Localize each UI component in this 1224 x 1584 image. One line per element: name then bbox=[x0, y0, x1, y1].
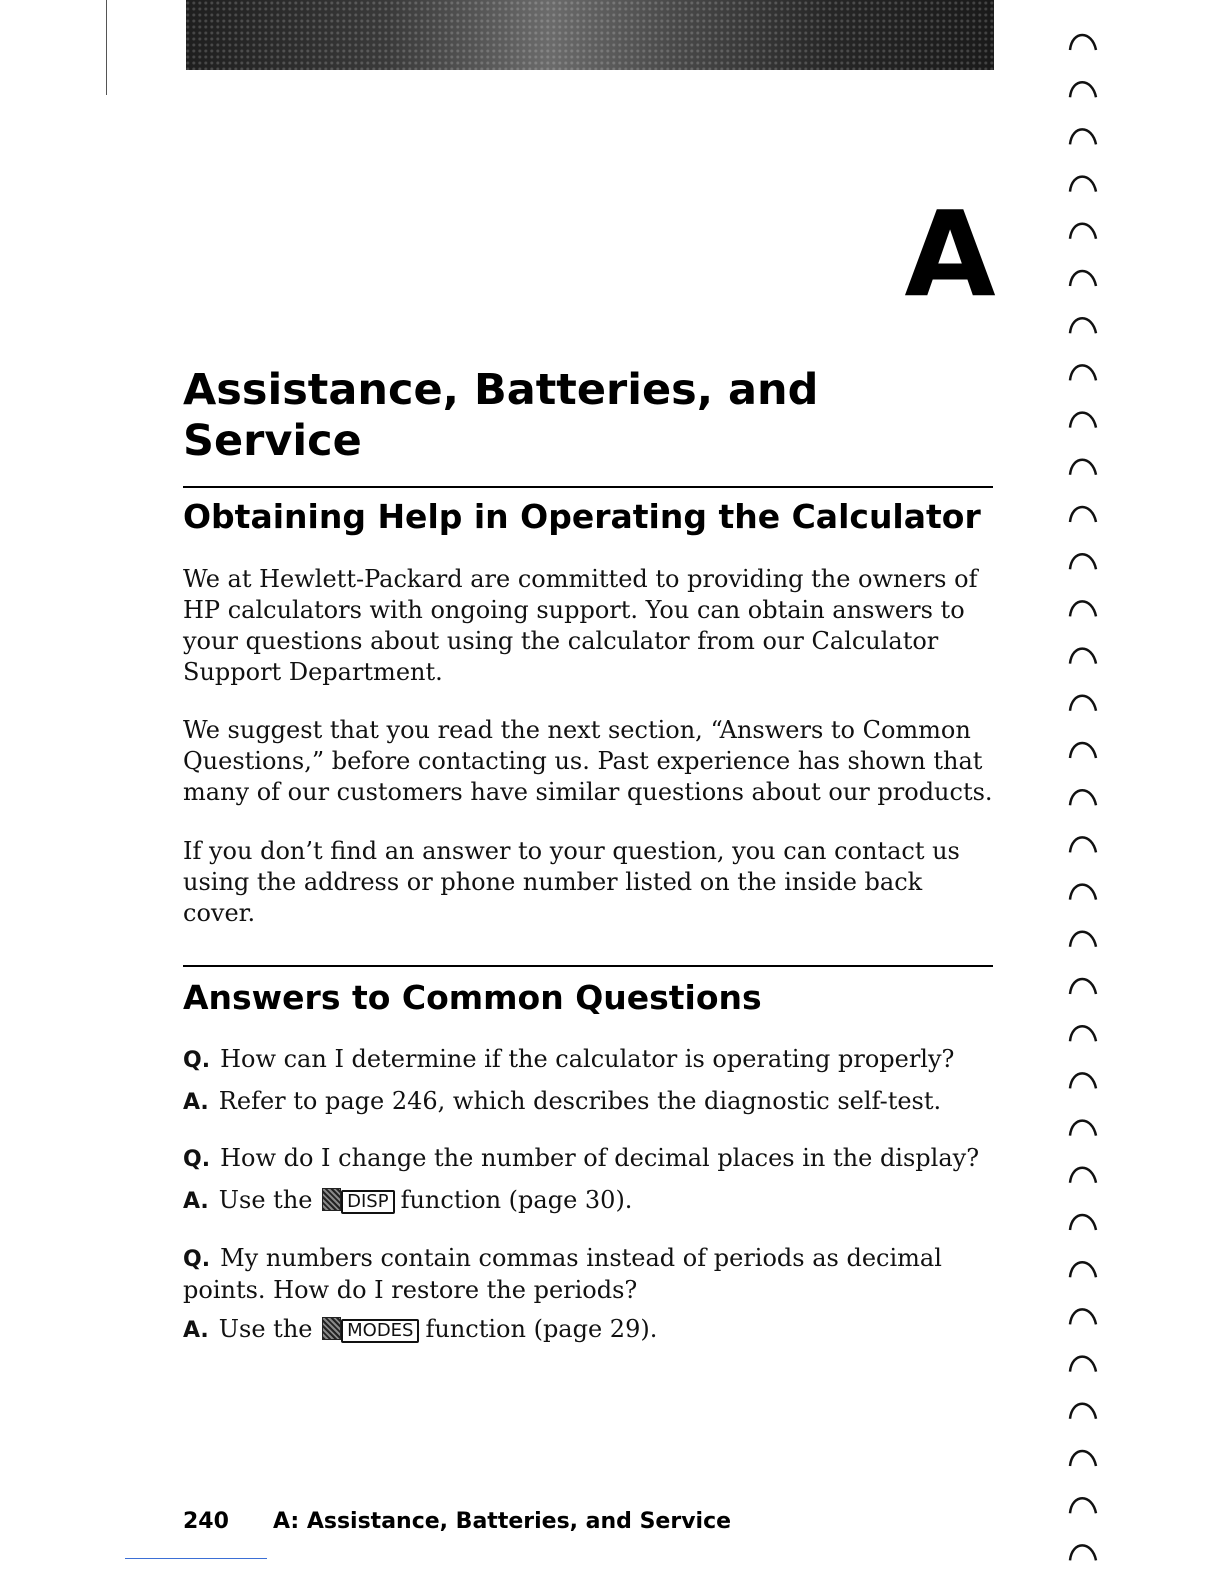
question-marker: Q. bbox=[183, 1048, 211, 1073]
page-number: 240 bbox=[183, 1509, 229, 1534]
spiral-loop-icon bbox=[1070, 318, 1096, 333]
question-text: How can I determine if the calculator is operating properly? bbox=[220, 1045, 955, 1073]
section-divider bbox=[183, 486, 993, 488]
spiral-loop-icon bbox=[1070, 413, 1096, 428]
spiral-loop-icon bbox=[1070, 1168, 1096, 1183]
answer-text-after: function (page 30). bbox=[400, 1186, 633, 1214]
question-3 bbox=[183, 1243, 1003, 1306]
spiral-loop-icon bbox=[1070, 743, 1096, 758]
disp-key: DISP bbox=[341, 1190, 394, 1214]
spiral-loop-icon bbox=[1070, 224, 1096, 239]
scan-edge-line bbox=[125, 1558, 267, 1559]
spiral-loop-icon bbox=[1070, 1026, 1096, 1041]
spiral-loop-icon bbox=[1070, 601, 1096, 616]
spiral-loop-icon bbox=[1070, 82, 1096, 97]
section-title-help: Obtaining Help in Operating the Calculator bbox=[183, 497, 981, 536]
spiral-loop-icon bbox=[1070, 932, 1096, 947]
spiral-loop-icon bbox=[1070, 177, 1096, 192]
binding-line bbox=[106, 0, 107, 95]
answer-3 bbox=[183, 1314, 1003, 1346]
spiral-loop-icon bbox=[1070, 129, 1096, 144]
answer-marker: A. bbox=[183, 1090, 209, 1115]
spiral-loop-icon bbox=[1070, 1121, 1096, 1136]
answer-1 bbox=[183, 1086, 1003, 1118]
spiral-loop-icon bbox=[1070, 1073, 1096, 1088]
help-paragraph-2: We suggest that you read the next section, “Answers to Common Questions,” before contacting us. Past experience has shown that many of our customers have similar questions about our products. bbox=[183, 716, 993, 806]
section-divider bbox=[183, 965, 993, 967]
modes-key: MODES bbox=[341, 1319, 419, 1343]
spiral-loop-icon bbox=[1070, 1215, 1096, 1230]
spiral-loop-icon bbox=[1070, 885, 1096, 900]
spiral-loop-icon bbox=[1070, 696, 1096, 711]
help-paragraph-1: We at Hewlett-Packard are committed to providing the owners of HP calculators with ongoing support. You can obtain answers to your questions about using the calculator from our Calculator Support Department. bbox=[183, 565, 978, 686]
spiral-loop-icon bbox=[1070, 365, 1096, 380]
spiral-loop-icon bbox=[1070, 1404, 1096, 1419]
answer-2 bbox=[183, 1185, 1003, 1217]
spiral-loop-icon bbox=[1070, 979, 1096, 994]
spiral-loop-icon bbox=[1070, 837, 1096, 852]
help-paragraph-3: If you don’t find an answer to your question, you can contact us using the address or phone number listed on the inside back cover. bbox=[183, 837, 960, 927]
spiral-loop-icon bbox=[1070, 507, 1096, 522]
spiral-binding bbox=[1066, 0, 1106, 1584]
answer-text-before: Use the bbox=[218, 1186, 313, 1214]
spiral-loop-icon bbox=[1070, 271, 1096, 286]
spiral-loop-icon bbox=[1070, 1262, 1096, 1277]
question-2 bbox=[183, 1143, 1003, 1175]
spiral-loop-icon bbox=[1070, 649, 1096, 664]
answer-marker: A. bbox=[183, 1318, 209, 1343]
chapter-title: Assistance, Batteries, and Service bbox=[183, 365, 819, 466]
spiral-loop-icon bbox=[1070, 1309, 1096, 1324]
running-title: A: Assistance, Batteries, and Service bbox=[272, 1509, 732, 1534]
spiral-loop-icon bbox=[1070, 554, 1096, 569]
question-text: How do I change the number of decimal places in the display? bbox=[220, 1144, 980, 1172]
header-band bbox=[186, 0, 994, 70]
spiral-loop-icon bbox=[1070, 1357, 1096, 1372]
spiral-loop-icon bbox=[1070, 1545, 1096, 1560]
question-1 bbox=[183, 1044, 1003, 1076]
question-marker: Q. bbox=[183, 1247, 211, 1272]
spiral-loop-icon bbox=[1070, 790, 1096, 805]
question-marker: Q. bbox=[183, 1147, 211, 1172]
answer-text-before: Use the bbox=[218, 1315, 313, 1343]
shift-key-icon bbox=[322, 1317, 341, 1340]
page-footer bbox=[183, 1508, 731, 1536]
answer-text: Refer to page 246, which describes the diagnostic self-test. bbox=[218, 1087, 942, 1115]
question-text: My numbers contain commas instead of periods as decimal points. How do I restore the periods? bbox=[183, 1244, 942, 1304]
section-title-answers: Answers to Common Questions bbox=[183, 978, 762, 1017]
chapter-letter: A bbox=[904, 185, 996, 323]
answer-text-after: function (page 29). bbox=[425, 1315, 658, 1343]
answer-marker: A. bbox=[183, 1189, 209, 1214]
spiral-loop-icon bbox=[1070, 35, 1096, 50]
spiral-loop-icon bbox=[1070, 1498, 1096, 1513]
spiral-loop-icon bbox=[1070, 460, 1096, 475]
spiral-loop-icon bbox=[1070, 1451, 1096, 1466]
shift-key-icon bbox=[322, 1188, 341, 1211]
